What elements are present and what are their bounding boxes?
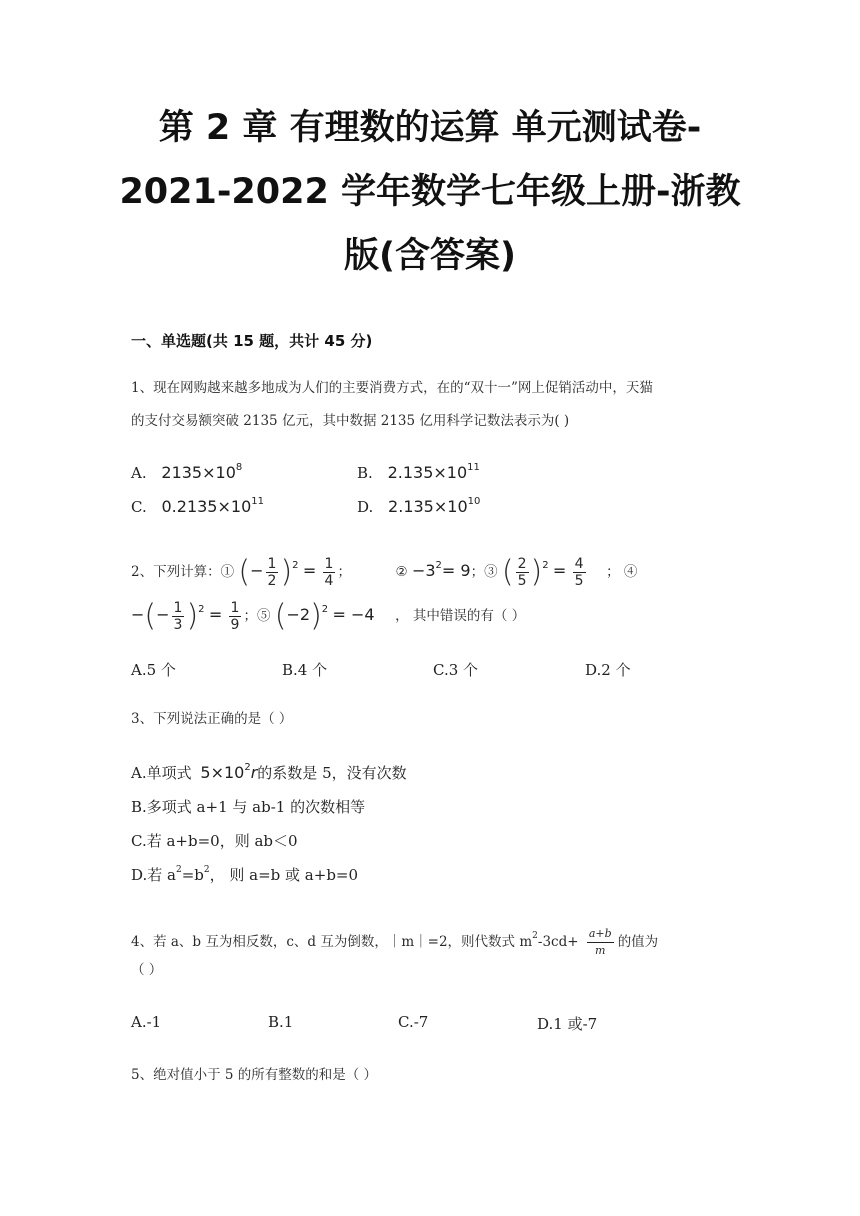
question-2-option-c: C.3 个 xyxy=(433,661,479,679)
question-3-option-b: B.多项式 a+1 与 ab-1 的次数相等 xyxy=(131,798,366,816)
question-1-line-1: 1、现在网购越来越多地成为人们的主要消费方式，在的“双十一”网上促销活动中，天猫 xyxy=(131,380,653,396)
question-5-stem: 5、绝对值小于 5 的所有整数的和是（ ） xyxy=(131,1067,378,1083)
question-1-option-d: D. $2.135\times 10^{10}$ xyxy=(357,496,481,516)
question-2-option-b: B.4 个 xyxy=(282,661,328,679)
title-line-1: 第 2 章 有理数的运算 单元测试卷- xyxy=(158,108,702,148)
question-4-option-a: A.-1 xyxy=(131,1013,162,1031)
question-3-option-d: D.若 $a^2=b^2$， 则 a=b 或 a+b=0 xyxy=(131,865,359,884)
question-4-line-1: 4、若 a、b 互为相反数，c、d 互为倒数，｜m｜=2，则代数式 $m^2-3cd+$ $\frac{a+b}{m}$ 的值为 xyxy=(131,927,659,957)
question-2-line-2: −(− $\frac{1}{3}$ )$^2$ = $\frac{1}{9}$ ；⑤ $(-2)^2 = -4$ ， 其中错误的有（ ） xyxy=(131,598,526,634)
question-4-option-c: C.-7 xyxy=(398,1013,429,1031)
question-3-stem: 3、下列说法正确的是（ ） xyxy=(131,711,293,727)
question-1-option-b: B. $2.135\times 10^{11}$ xyxy=(357,462,480,482)
question-2-option-a: A.5 个 xyxy=(131,661,176,679)
question-4-option-d: D.1 或-7 xyxy=(537,1015,598,1033)
question-4-line-2: （ ） xyxy=(131,962,163,978)
question-1-option-c: C. $0.2135\times 10^{11}$ xyxy=(131,496,264,516)
document-title xyxy=(70,96,790,288)
question-2-line-1: 2、下列计算：① (− $\frac{1}{2}$ )$^2$ = $\frac{1}{4}$ ； ② $-3^2= 9$；③ ( $\frac{2}{5}$ )$^2$ = $\frac{4}{5}$ ； ④ xyxy=(131,554,638,590)
title-line-3: 版(含答案) xyxy=(344,236,516,276)
question-3-option-a: A.单项式 $5\times 10^2r$的系数是 5，没有次数 xyxy=(131,762,407,782)
title-line-2: 2021-2022 学年数学七年级上册-浙教 xyxy=(119,172,741,212)
question-1-line-2: 的支付交易额突破 2135 亿元，其中数据 2135 亿用科学记数法表示为( ) xyxy=(131,413,570,429)
question-4-option-b: B.1 xyxy=(268,1013,294,1031)
question-3-option-c: C.若 a+b=0，则 ab＜0 xyxy=(131,832,298,850)
section-heading: 一、单选题(共 15 题，共计 45 分) xyxy=(131,332,373,350)
question-2-option-d: D.2 个 xyxy=(585,661,631,679)
question-1-option-a: A. $2135\times 10^8$ xyxy=(131,462,243,482)
